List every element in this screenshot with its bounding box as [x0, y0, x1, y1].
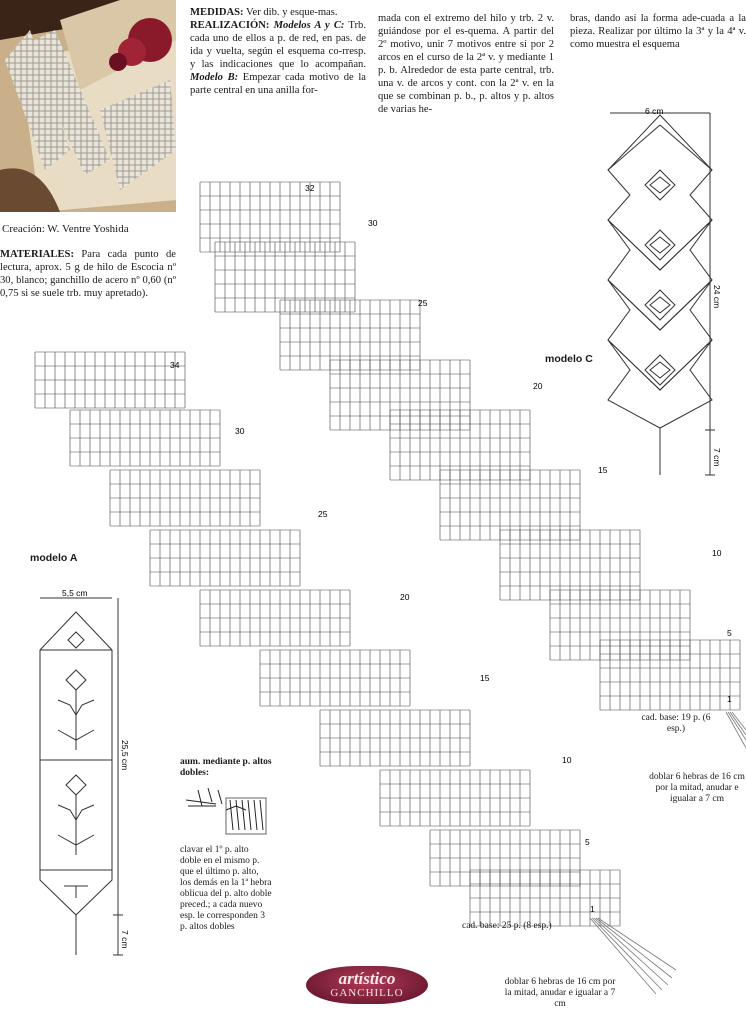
model-a-tassel-length: 7 cm [120, 930, 130, 949]
model-a-grid-block [320, 710, 470, 766]
model-c-chart [200, 182, 740, 710]
model-a-grid-block [150, 530, 300, 586]
logo-line-1: artístico [338, 969, 396, 988]
model-c-base-chain: cad. base: 19 p. (6 esp.) [641, 713, 711, 734]
model-c-tassel-note: doblar 6 hebras de 16 cm por la mitad, anudar e igualar a 7 cm [649, 772, 745, 804]
aum-text: clavar el 1º p. alto doble en el mismo p. que el último p. alto, los demás en la 1ª hebra oblicua del p. alto doble preced.; a cada nuevo esp. le corresponden 3 p. altos dobles [180, 845, 272, 932]
medidas-text: Ver dib. y esque-mas. [246, 7, 338, 18]
model-a-row-number: 10 [562, 755, 572, 765]
model-a-row-number: 1 [590, 904, 595, 914]
modelo-b-text: Empezar cada motivo de la parte central en una anilla for- [190, 72, 366, 96]
model-c-grid-block [440, 470, 580, 540]
model-a-grid-block [430, 830, 580, 886]
medidas-label: MEDIDAS: [190, 7, 244, 18]
model-a-grid-block [110, 470, 260, 526]
model-a-grid-block [470, 870, 620, 926]
realizacion-label: REALIZACIÓN: [190, 20, 270, 31]
model-c-tassel-length: 7 cm [712, 448, 722, 467]
model-a-row-number: 5 [585, 837, 590, 847]
model-a-grid-block [260, 650, 410, 706]
model-c-grid-block [600, 640, 740, 710]
model-c-row-number: 1 [727, 694, 732, 704]
aum-title: aum. mediante p. altos dobles: [180, 757, 272, 778]
model-c-tassel [726, 712, 746, 748]
model-a-grid-block [200, 590, 350, 646]
model-a-width: 5,5 cm [62, 588, 88, 598]
intro-col-3: bras, dando así la forma ade-cuada a la pieza. Realizar por último la 3ª y la 4ª v. como muestra el esquema [570, 13, 746, 50]
model-a-row-number: 20 [400, 592, 410, 602]
model-c-width: 6 cm [645, 106, 664, 116]
model-c-grid-block [200, 182, 340, 252]
model-a-row-number: 15 [480, 673, 490, 683]
model-a-base-chain: cad. base: 25 p. (8 esp.) [462, 921, 552, 931]
model-c-grid-block [390, 410, 530, 480]
model-a-grid-block [70, 410, 220, 466]
model-c-row-number: 32 [305, 183, 315, 193]
intro-col-2: mada con el extremo del hilo y trb. 2 v. guiándose por el es-quema. A partir del 2º motivo, unir 7 motivos entre sí por 2 arcos en el curso de la 2ª v. y mediante 1 p. b. Alrededor de esta parte central, trb. una v. de arcos y cont. con la 2ª v. en la que se combinan p. b., p. altos y p. altos de varias he- [378, 13, 554, 115]
model-c-schematic [608, 113, 715, 475]
increase-symbol [186, 788, 266, 834]
model-a-length: 25,5 cm [120, 740, 130, 771]
model-c-grid-block [500, 530, 640, 600]
credit: Creación: W. Ventre Yoshida [2, 223, 129, 235]
model-a-grid-block [380, 770, 530, 826]
model-c-row-number: 5 [727, 628, 732, 638]
model-a-row-number: 25 [318, 509, 328, 519]
model-a-label: modelo A [30, 552, 78, 564]
model-a-tassel-note: doblar 6 hebras de 16 cm por la mitad, anudar e igualar a 7 cm [504, 977, 616, 1009]
model-a-row-number: 34 [170, 360, 180, 370]
modelos-ac-label: Modelos A y C: [273, 20, 345, 31]
modelos-ac-text: Trb. cada uno de ellos a p. de red, en pas. de ida y vuelta, según el esquema co-rresp. y las indicaciones que lo acompañan. [190, 20, 366, 70]
logo-line-2: GANCHILLO [330, 987, 404, 999]
model-a-row-number: 30 [235, 426, 245, 436]
model-c-row-number: 20 [533, 381, 543, 391]
materials-label: MATERIALES: [0, 249, 74, 260]
model-c-grid-block [280, 300, 420, 370]
model-c-row-number: 15 [598, 465, 608, 475]
model-a-chart [35, 352, 620, 926]
model-a-grid-block [35, 352, 185, 408]
model-c-row-number: 25 [418, 298, 428, 308]
model-a-schematic [40, 598, 123, 955]
model-c-label: modelo C [545, 353, 593, 365]
model-c-grid-block [215, 242, 355, 312]
model-c-length: 24 cm [712, 285, 722, 309]
model-c-row-number: 10 [712, 548, 722, 558]
materials-text: Para cada punto de lectura, aprox. 5 g de hilo de Escocia nº 30, blanco; ganchillo de acero nº 0,60 (nº 0,75 si se suele trb. muy apretado). [0, 249, 176, 299]
modelo-b-label: Modelo B: [190, 72, 239, 83]
model-c-row-number: 30 [368, 218, 378, 228]
publisher-logo [306, 966, 428, 1004]
